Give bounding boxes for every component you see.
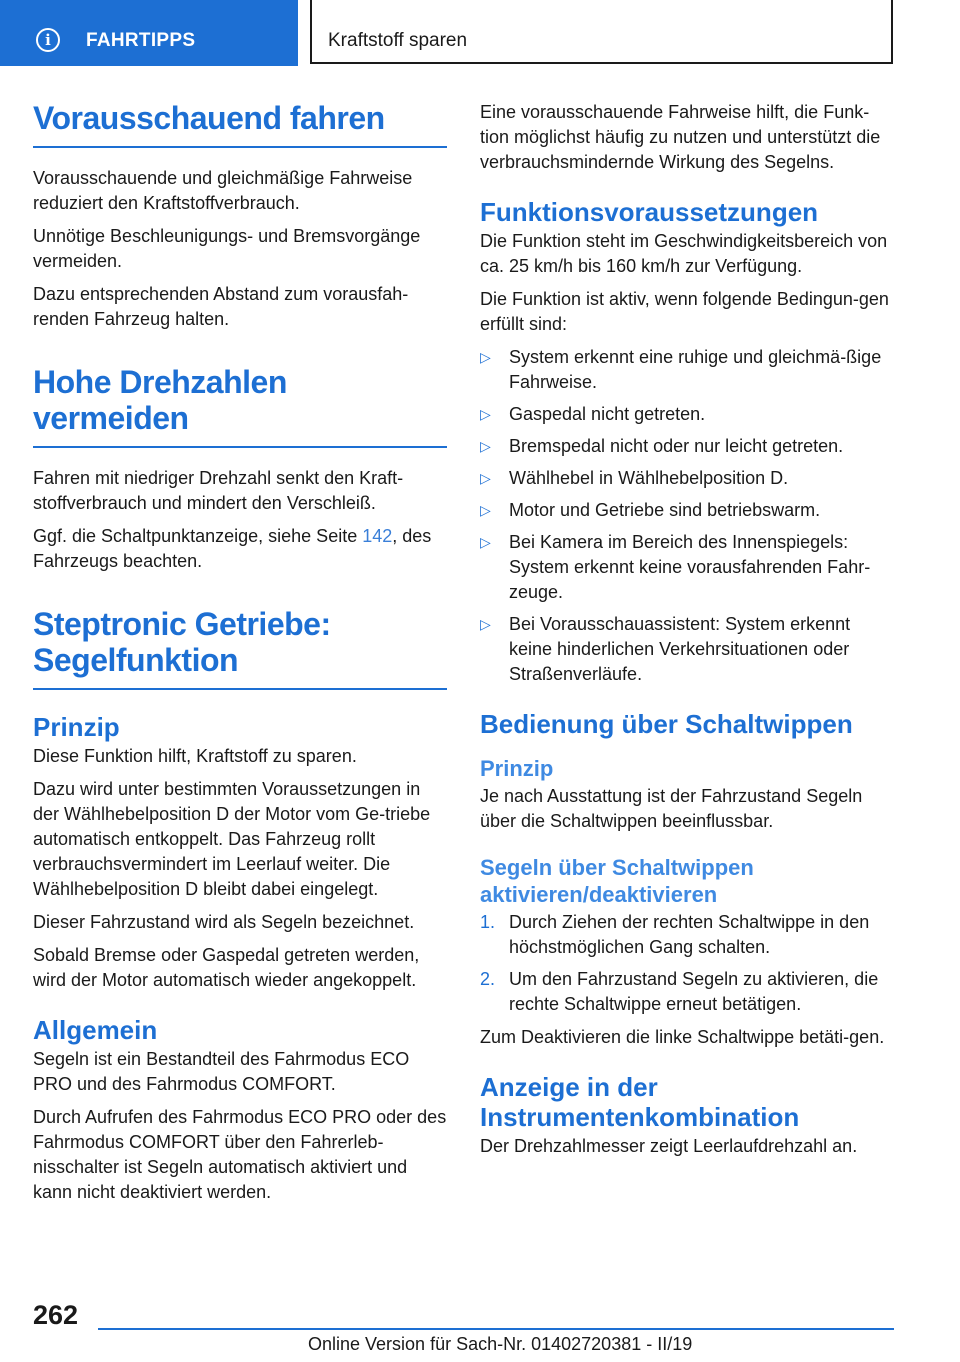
- heading-line: Steptronic Getriebe:: [33, 606, 331, 642]
- heading-line: Anzeige in der: [480, 1072, 658, 1102]
- paragraph: Vorausschauende und gleichmäßige Fahrweise reduziert den Kraftstoffverbrauch.: [33, 168, 413, 213]
- footer-text: Online Version für Sach-Nr. 01402720381 - II/19: [308, 1334, 693, 1354]
- subsubheading-segeln-schaltwippen: [480, 854, 895, 908]
- heading-hohe-drehzahlen: [33, 364, 447, 448]
- list-item: [480, 612, 895, 687]
- triangle-bullet-icon: ▷: [480, 470, 491, 486]
- triangle-bullet-icon: ▷: [480, 438, 491, 454]
- list-item-text: Bei Vorausschauassistent: System erkennt keine hinderlichen Verkehrsituationen oder Straßenverläufe.: [509, 614, 851, 684]
- footer-divider: [98, 1328, 894, 1330]
- heading-steptronic-getriebe: [33, 606, 447, 690]
- steps-list: [480, 910, 895, 1017]
- paragraph: Zum Deaktivieren die linke Schaltwippe betäti‐gen.: [480, 1027, 885, 1047]
- subheading-prinzip: Prinzip: [33, 712, 120, 742]
- triangle-bullet-icon: ▷: [480, 349, 491, 365]
- list-item: [480, 530, 895, 605]
- subheading-bedienung-schaltwippen: Bedienung über Schaltwippen: [480, 709, 853, 739]
- triangle-bullet-icon: ▷: [480, 534, 491, 550]
- paragraph: Durch Aufrufen des Fahrmodus ECO PRO oder des Fahrmodus COMFORT über den Fahrerleb‐nisschalter ist Segeln automatisch aktiviert und kann nicht deaktiviert werden.: [33, 1107, 447, 1202]
- step-number: 2.: [480, 969, 496, 989]
- heading-vorausschauend-fahren: Vorausschauend fahren: [33, 100, 447, 148]
- list-item: [480, 466, 895, 491]
- triangle-bullet-icon: ▷: [480, 502, 491, 518]
- list-item: [480, 967, 895, 1017]
- paragraph: Der Drehzahlmesser zeigt Leerlaufdrehzahl an.: [480, 1136, 858, 1156]
- list-item: [480, 345, 895, 395]
- paragraph: Unnötige Beschleunigungs- und Bremsvorgänge vermeiden.: [33, 226, 421, 271]
- paragraph: [33, 524, 447, 574]
- text: Ggf. die Schaltpunktanzeige, siehe Seite: [33, 526, 363, 546]
- paragraph: Sobald Bremse oder Gaspedal getreten werden, wird der Motor automatisch wieder angekoppelt.: [33, 945, 420, 990]
- triangle-bullet-icon: ▷: [480, 406, 491, 422]
- list-item: [480, 402, 895, 427]
- heading-line: aktivieren/deaktivieren: [480, 882, 718, 907]
- subheading-funktionsvoraussetzungen: Funktionsvoraussetzungen: [480, 197, 819, 227]
- left-column: [33, 100, 447, 1213]
- subheading-allgemein: Allgemein: [33, 1015, 158, 1045]
- heading-line: Hohe Drehzahlen: [33, 364, 287, 400]
- paragraph: Segeln ist ein Bestandteil des Fahrmodus ECO PRO und des Fahrmodus COMFORT.: [33, 1049, 410, 1094]
- list-item-text: System erkennt eine ruhige und gleichmä‐ßige Fahrweise.: [509, 347, 882, 392]
- paragraph: Dazu wird unter bestimmten Voraussetzungen in der Wählhebelposition D der Motor vom Ge‐triebe automatisch entkoppelt. Das Fahrzeug rollt verbrauchsvermindert im Leerlauf weiter. Die Wählhebelposition D bleibt dabei eingelegt.: [33, 779, 431, 899]
- list-item: [480, 910, 895, 960]
- paragraph: Fahren mit niedriger Drehzahl senkt den Kraft‐stoffverbrauch und mindert den Verschleiß.: [33, 468, 404, 513]
- list-item-text: Motor und Getriebe sind betriebswarm.: [509, 500, 821, 520]
- paragraph: Eine vorausschauende Fahrweise hilft, die Funk‐tion möglichst häufig zu nutzen und unterstützt die verbrauchsmindernde Wirkung des Segelns.: [480, 102, 881, 172]
- step-number: 1.: [480, 912, 496, 932]
- info-icon: i: [36, 28, 60, 52]
- paragraph: Dazu entsprechenden Abstand zum vorausfah‐renden Fahrzeug halten.: [33, 284, 409, 329]
- page-header: [0, 0, 960, 66]
- list-item-text: Wählhebel in Wählhebelposition D.: [509, 468, 789, 488]
- heading-line: vermeiden: [33, 400, 189, 436]
- subsubheading-prinzip: Prinzip: [480, 756, 554, 781]
- list-item-text: Durch Ziehen der rechten Schaltwippe in den höchstmöglichen Gang schalten.: [509, 912, 870, 957]
- triangle-bullet-icon: ▷: [480, 616, 491, 632]
- right-column: [480, 100, 895, 1167]
- heading-line: Segelfunktion: [33, 642, 239, 678]
- conditions-list: [480, 345, 895, 687]
- text: , des Fahrzeugs beachten.: [33, 526, 432, 571]
- list-item: [480, 498, 895, 523]
- chapter-tab-label: FAHRTIPPS: [86, 30, 196, 51]
- page-number: 262: [33, 1300, 79, 1330]
- paragraph: Dieser Fahrzustand wird als Segeln bezeichnet.: [33, 912, 415, 932]
- list-item-text: Bei Kamera im Bereich des Innenspiegels: System erkennt keine vorausfahrenden Fahr‐zeuge.: [509, 532, 871, 602]
- section-title: Kraftstoff sparen: [328, 30, 468, 51]
- list-item-text: Gaspedal nicht getreten.: [509, 404, 706, 424]
- paragraph: Je nach Ausstattung ist der Fahrzustand Segeln über die Schaltwippen beeinflussbar.: [480, 786, 863, 831]
- paragraph: Diese Funktion hilft, Kraftstoff zu sparen.: [33, 746, 357, 766]
- heading-line: Instrumentenkombination: [480, 1102, 800, 1132]
- subheading-anzeige-instrumentenkombination: [480, 1072, 895, 1132]
- paragraph: Die Funktion steht im Geschwindigkeitsbereich von ca. 25 km/h bis 160 km/h zur Verfügung.: [480, 231, 888, 276]
- section-title-box: [310, 0, 893, 64]
- list-item-text: Um den Fahrzustand Segeln zu aktivieren, die rechte Schaltwippe erneut betätigen.: [509, 969, 879, 1014]
- heading-line: Segeln über Schaltwippen: [480, 855, 754, 880]
- paragraph: Die Funktion ist aktiv, wenn folgende Bedingun‐gen erfüllt sind:: [480, 289, 889, 334]
- list-item-text: Bremspedal nicht oder nur leicht getreten.: [509, 436, 844, 456]
- page-reference-link[interactable]: 142: [362, 526, 393, 546]
- chapter-tab[interactable]: [0, 0, 298, 66]
- list-item: [480, 434, 895, 459]
